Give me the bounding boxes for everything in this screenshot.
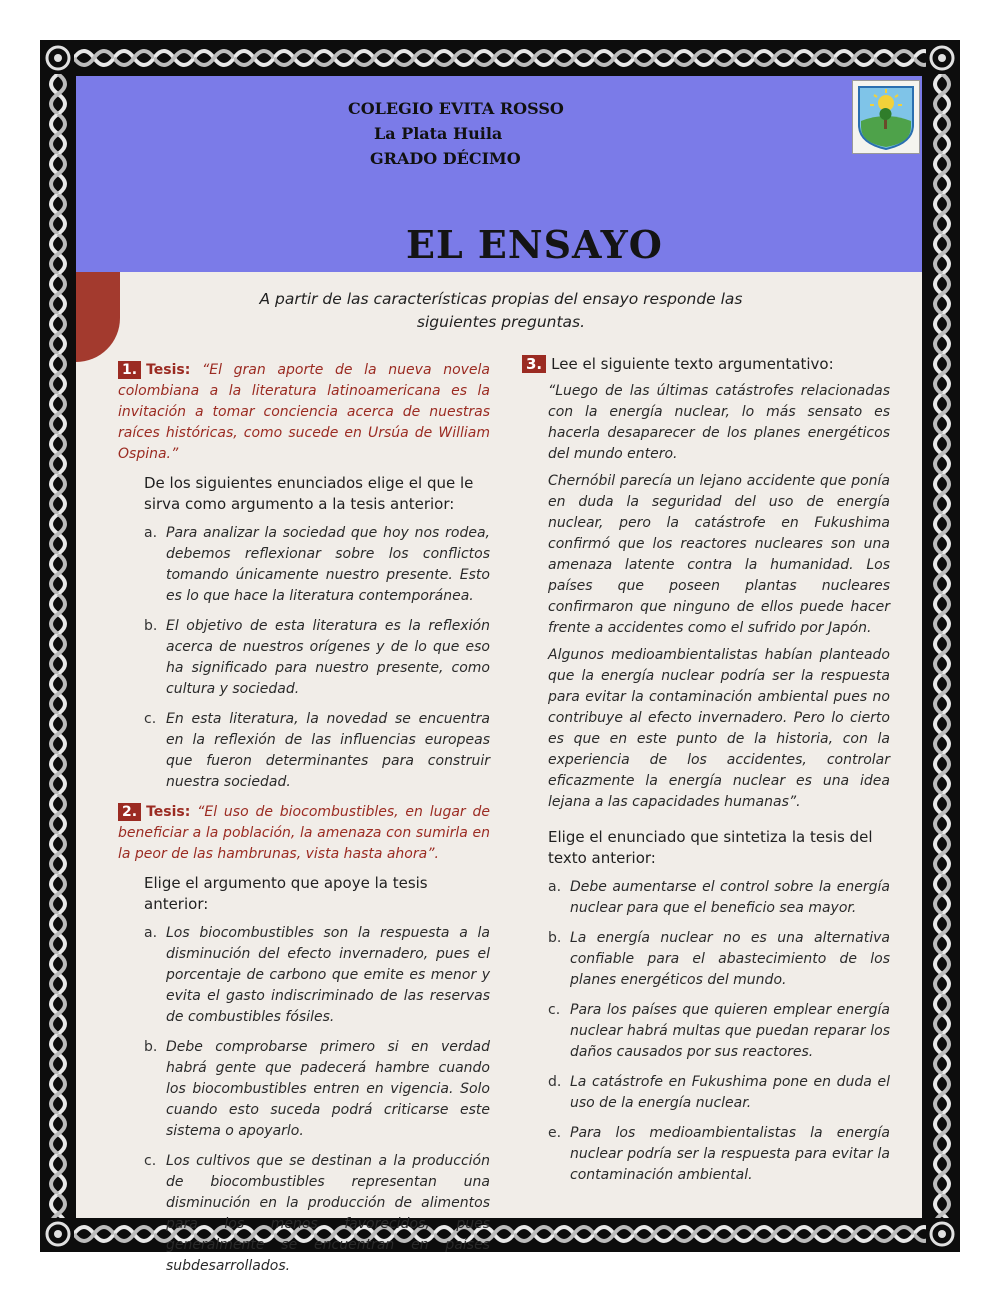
option-a[interactable] (548, 877, 890, 919)
option-text: El objetivo de esta literatura es la reflexión acerca de nuestros orígenes y de lo que eso ha significado para nuestro presente, como cultura y sociedad. (166, 618, 490, 697)
question-1-prompt: De los siguientes enunciados elige el que le sirva como argumento a la tesis anterior: (144, 474, 474, 513)
thesis-text: “El gran aporte de la nueva novela colombiana a la literatura latinoamericana es la invitación a tomar conciencia acerca de nuestras raíces históricas, como sucede en Ursúa de William Ospina.” (118, 362, 491, 462)
option-letter: b. (548, 930, 562, 946)
option-text: En esta literatura, la novedad se encuentra en la reflexión de las influencias europeas que fueron determinantes para construir nuestra sociedad. (166, 711, 490, 790)
border-top (74, 42, 926, 74)
reading-paragraph: Algunos medioambientalistas habían planteado que la energía nuclear podría ser la respuesta para evitar la contaminación ambiental pues no contribuye al efecto invernadero. Pero lo cierto es que en este punto de la historia, con la experiencia de los accidentes, controlar eficazmente la energía nuclear es una idea lejana a las capacidades humanas”. (548, 647, 890, 810)
question-3-heading (522, 354, 890, 375)
thesis-text: “El uso de biocombustibles, en lugar de beneficiar a la población, la amenaza con sumirla en la peor de las hambrunas, vista hasta ahora”. (118, 804, 490, 862)
option-text: La catástrofe en Fukushima pone en duda el uso de la energía nuclear. (570, 1074, 890, 1111)
page-title: EL ENSAYO (406, 222, 663, 267)
option-letter: c. (144, 1153, 157, 1169)
content-area (76, 76, 922, 1274)
border-corner-icon (926, 1218, 958, 1250)
option-a[interactable] (144, 523, 490, 607)
border-right (926, 74, 958, 1218)
border-corner-icon (42, 1218, 74, 1250)
option-letter: b. (144, 1039, 158, 1055)
school-grade: GRADO DÉCIMO (370, 149, 521, 168)
question-1-options (144, 523, 490, 793)
question-3-label: Lee el siguiente texto argumentativo: (551, 355, 834, 373)
question-1-thesis (118, 360, 490, 465)
question-2-thesis (118, 802, 490, 865)
option-text: Los biocombustibles son la respuesta a la disminución del efecto invernadero, pues el porcentaje de carbono que emite es menor y evita el gasto indiscriminado de las reservas de combustibles fósiles. (166, 925, 490, 1025)
option-letter: a. (144, 525, 158, 541)
option-c[interactable] (144, 1151, 490, 1277)
option-text: Debe comprobarse primero si en verdad habrá gente que padecerá hambre cuando los biocombustibles entren en vigencia. Solo cuando esto suceda podrá criticarse este sistema o apoyarlo. (166, 1039, 490, 1139)
left-column (118, 360, 490, 1286)
option-c[interactable] (144, 709, 490, 793)
question-number: 3. (522, 355, 546, 373)
option-b[interactable] (548, 928, 890, 991)
option-letter: e. (548, 1125, 562, 1141)
option-text: Para los medioambientalistas la energía nuclear podría ser la respuesta para evitar la contaminación ambiental. (570, 1125, 890, 1183)
question-2 (118, 802, 490, 1277)
question-2-options (144, 923, 490, 1277)
option-c[interactable] (548, 1000, 890, 1063)
option-d[interactable] (548, 1072, 890, 1114)
reading-paragraph: “Luego de las últimas catástrofes relacionadas con la energía nuclear, lo más sensato es hacerla desaparecer de los planes energéticos del mundo entero. (548, 383, 890, 462)
question-3 (522, 354, 890, 1186)
thesis-label: Tesis: (146, 362, 191, 378)
option-a[interactable] (144, 923, 490, 1028)
question-3-prompt: Elige el enunciado que sintetiza la tesis del texto anterior: (548, 828, 873, 867)
border-corner-icon (42, 42, 74, 74)
school-city: La Plata Huila (374, 124, 503, 143)
page-corner-decoration (76, 272, 120, 362)
school-name: COLEGIO EVITA ROSSO (348, 99, 564, 118)
option-e[interactable] (548, 1123, 890, 1186)
school-logo-icon (852, 80, 920, 154)
option-letter: d. (548, 1074, 562, 1090)
question-2-prompt: Elige el argumento que apoye la tesis anterior: (144, 874, 428, 913)
border-corner-icon (926, 42, 958, 74)
option-letter: c. (548, 1002, 561, 1018)
option-letter: c. (144, 711, 157, 727)
option-letter: b. (144, 618, 158, 634)
question-number: 2. (118, 803, 141, 821)
question-1 (118, 360, 490, 793)
question-number: 1. (118, 361, 141, 379)
thesis-label: Tesis: (146, 804, 191, 820)
option-b[interactable] (144, 616, 490, 700)
border-left (42, 74, 74, 1218)
option-b[interactable] (144, 1037, 490, 1142)
option-text: Debe aumentarse el control sobre la energía nuclear para que el beneficio sea mayor. (570, 879, 890, 916)
worksheet-page (76, 272, 922, 1274)
instructions: A partir de las características propias del ensayo responde las siguientes preguntas. (259, 290, 743, 331)
option-text: Para los países que quieren emplear energía nuclear habrá multas que puedan reparar los daños causados por sus reactores. (570, 1002, 890, 1060)
right-column (522, 354, 890, 1195)
option-letter: a. (144, 925, 158, 941)
option-letter: a. (548, 879, 562, 895)
option-text: Los cultivos que se destinan a la producción de biocombustibles representan una disminución en la producción de alimentos para los menos favorecidos, pues generalmente se encuentran en países subdesarrollados. (166, 1153, 490, 1274)
reading-paragraph: Chernóbil parecía un lejano accidente que ponía en duda la seguridad del uso de energía nuclear, pero la catástrofe en Fukushima confirmó que los reactores nucleares son una amenaza latente contra la humanidad. Los países que poseen plantas nucleares confirmaron que ninguno de ellos puede hacer frente a accidentes como el sufrido por Japón. (548, 473, 890, 636)
option-text: La energía nuclear no es una alternativa confiable para el abastecimiento de los planes energéticos del mundo. (570, 930, 890, 988)
option-text: Para analizar la sociedad que hoy nos rodea, debemos reflexionar sobre los conflictos tomando únicamente nuestro presente. Esto es lo que hace la literatura contemporánea. (166, 525, 490, 604)
question-3-options (548, 877, 890, 1186)
school-header (348, 96, 564, 171)
